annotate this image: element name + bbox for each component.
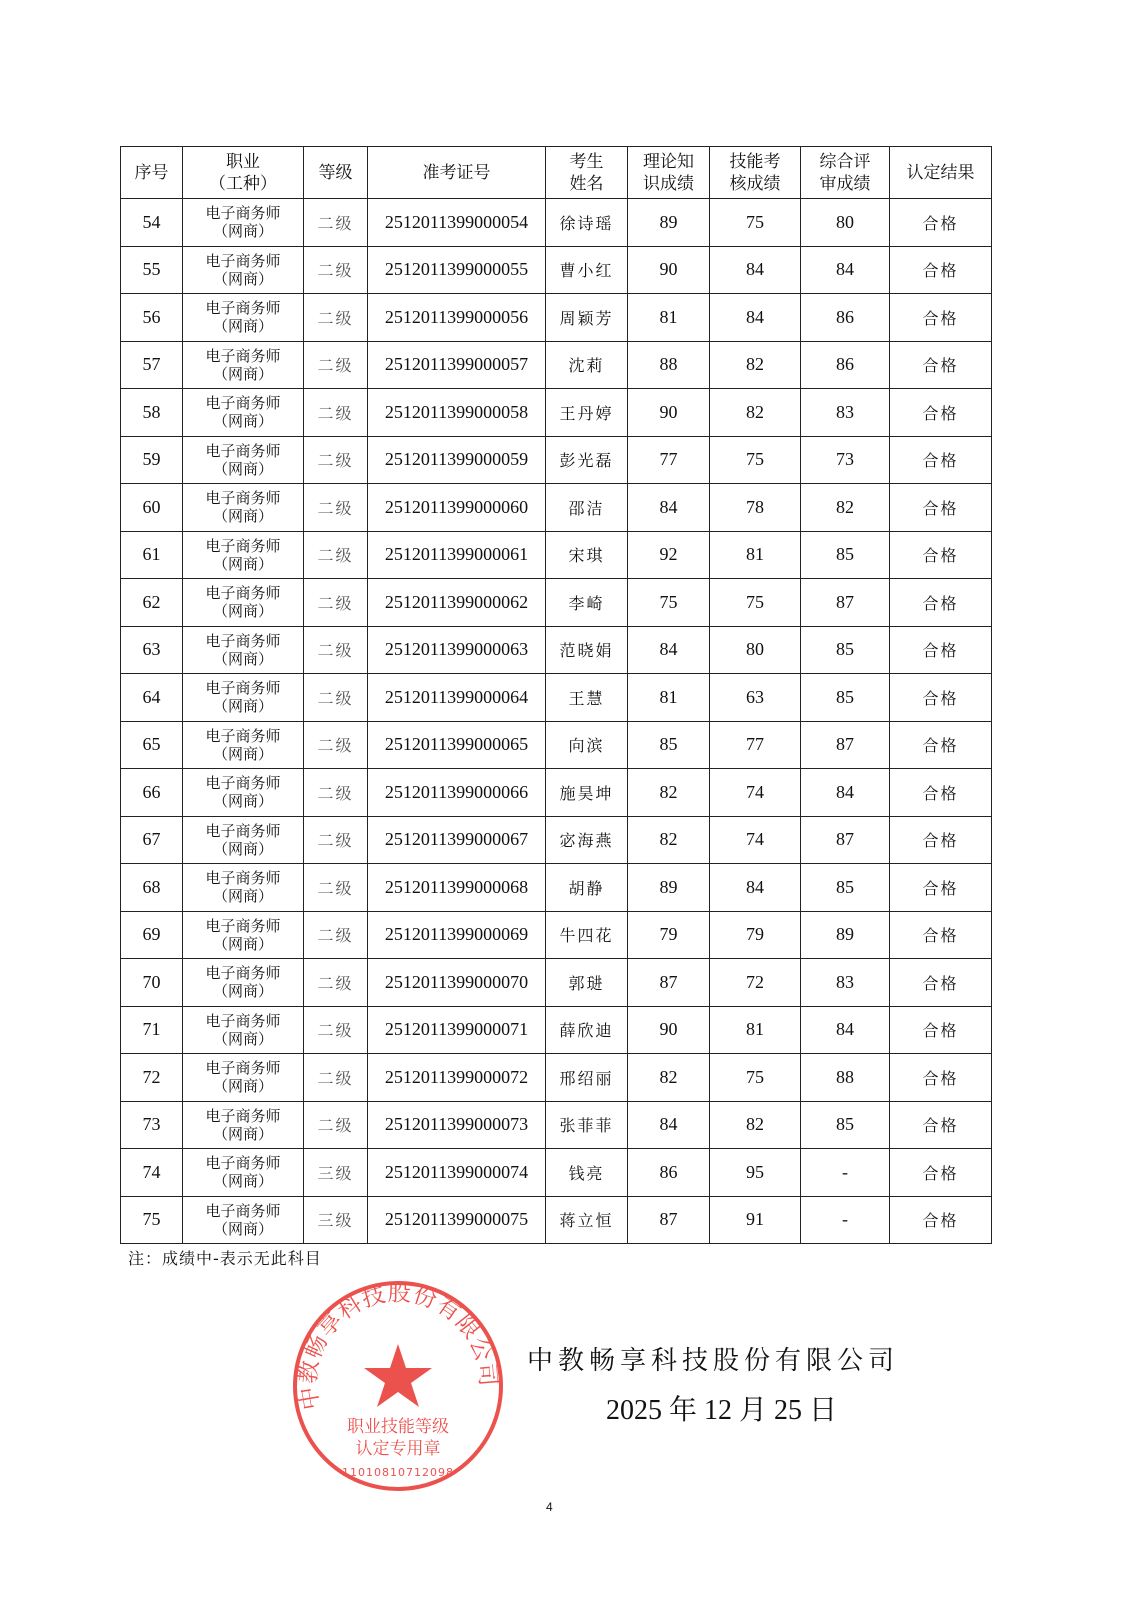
occupation-cell: 电子商务师 （网商） xyxy=(183,674,304,722)
row-number-cell: 67 xyxy=(121,816,183,864)
review-score-cell: 83 xyxy=(801,389,890,437)
page-number: 4 xyxy=(546,1500,553,1514)
theory-score-cell: 90 xyxy=(628,246,710,294)
candidate-name-cell: 向滨 xyxy=(546,721,628,769)
candidate-name-cell: 施昊坤 xyxy=(546,769,628,817)
result-cell: 合格 xyxy=(890,959,992,1007)
result-cell: 合格 xyxy=(890,531,992,579)
review-score-cell: 87 xyxy=(801,721,890,769)
level-cell: 二级 xyxy=(304,674,368,722)
theory-score-cell: 82 xyxy=(628,769,710,817)
occupation-cell: 电子商务师 （网商） xyxy=(183,341,304,389)
occupation-cell: 电子商务师 （网商） xyxy=(183,1054,304,1102)
result-cell: 合格 xyxy=(890,1006,992,1054)
candidate-name-cell: 沈莉 xyxy=(546,341,628,389)
theory-score-cell: 82 xyxy=(628,1054,710,1102)
theory-score-cell: 75 xyxy=(628,579,710,627)
level-cell: 二级 xyxy=(304,1054,368,1102)
table-row xyxy=(121,1101,992,1149)
candidate-name-cell: 薛欣迪 xyxy=(546,1006,628,1054)
exam-id-cell: 2512011399000071 xyxy=(368,1006,546,1054)
table-row xyxy=(121,246,992,294)
issuer-company: 中教畅享科技股份有限公司 xyxy=(527,1346,900,1376)
result-cell: 合格 xyxy=(890,721,992,769)
skill-score-cell: 95 xyxy=(710,1149,801,1197)
table-row xyxy=(121,1196,992,1244)
result-cell: 合格 xyxy=(890,674,992,722)
level-cell: 二级 xyxy=(304,959,368,1007)
candidate-name-cell: 李崎 xyxy=(546,579,628,627)
skill-score-cell: 82 xyxy=(710,341,801,389)
row-number-cell: 72 xyxy=(121,1054,183,1102)
skill-score-cell: 81 xyxy=(710,531,801,579)
review-score-cell: 83 xyxy=(801,959,890,1007)
theory-score-cell: 92 xyxy=(628,531,710,579)
review-score-cell: 80 xyxy=(801,199,890,247)
level-cell: 二级 xyxy=(304,484,368,532)
column-header: 序号 xyxy=(121,147,183,199)
result-cell: 合格 xyxy=(890,246,992,294)
candidate-name-cell: 牛四花 xyxy=(546,911,628,959)
skill-score-cell: 63 xyxy=(710,674,801,722)
review-score-cell: - xyxy=(801,1149,890,1197)
review-score-cell: 88 xyxy=(801,1054,890,1102)
row-number-cell: 75 xyxy=(121,1196,183,1244)
column-header: 理论知 识成绩 xyxy=(628,147,710,199)
skill-score-cell: 82 xyxy=(710,1101,801,1149)
row-number-cell: 64 xyxy=(121,674,183,722)
table-row xyxy=(121,389,992,437)
review-score-cell: 85 xyxy=(801,864,890,912)
level-cell: 三级 xyxy=(304,1196,368,1244)
row-number-cell: 54 xyxy=(121,199,183,247)
star-icon xyxy=(364,1344,432,1407)
occupation-cell: 电子商务师 （网商） xyxy=(183,721,304,769)
skill-score-cell: 78 xyxy=(710,484,801,532)
review-score-cell: 87 xyxy=(801,579,890,627)
skill-score-cell: 74 xyxy=(710,816,801,864)
skill-score-cell: 82 xyxy=(710,389,801,437)
skill-score-cell: 91 xyxy=(710,1196,801,1244)
result-cell: 合格 xyxy=(890,769,992,817)
column-header: 考生 姓名 xyxy=(546,147,628,199)
row-number-cell: 66 xyxy=(121,769,183,817)
level-cell: 二级 xyxy=(304,864,368,912)
level-cell: 二级 xyxy=(304,579,368,627)
result-cell: 合格 xyxy=(890,436,992,484)
level-cell: 二级 xyxy=(304,294,368,342)
issue-date: 2025 年 12 月 25 日 xyxy=(606,1395,838,1426)
review-score-cell: 87 xyxy=(801,816,890,864)
result-cell: 合格 xyxy=(890,1196,992,1244)
candidate-name-cell: 钱亮 xyxy=(546,1149,628,1197)
row-number-cell: 58 xyxy=(121,389,183,437)
row-number-cell: 56 xyxy=(121,294,183,342)
review-score-cell: 85 xyxy=(801,1101,890,1149)
level-cell: 三级 xyxy=(304,1149,368,1197)
theory-score-cell: 84 xyxy=(628,1101,710,1149)
exam-id-cell: 2512011399000074 xyxy=(368,1149,546,1197)
column-header: 等级 xyxy=(304,147,368,199)
theory-score-cell: 81 xyxy=(628,294,710,342)
occupation-cell: 电子商务师 （网商） xyxy=(183,246,304,294)
candidate-name-cell: 周颖芳 xyxy=(546,294,628,342)
table-row xyxy=(121,1149,992,1197)
skill-score-cell: 77 xyxy=(710,721,801,769)
seal-line2: 认定专用章 xyxy=(355,1439,441,1459)
level-cell: 二级 xyxy=(304,721,368,769)
result-cell: 合格 xyxy=(890,911,992,959)
occupation-cell: 电子商务师 （网商） xyxy=(183,626,304,674)
table-row xyxy=(121,579,992,627)
seal-code: 1101081071209​8 xyxy=(342,1466,454,1479)
row-number-cell: 55 xyxy=(121,246,183,294)
occupation-cell: 电子商务师 （网商） xyxy=(183,579,304,627)
skill-score-cell: 75 xyxy=(710,579,801,627)
candidate-name-cell: 蒋立恒 xyxy=(546,1196,628,1244)
theory-score-cell: 90 xyxy=(628,389,710,437)
column-header: 技能考 核成绩 xyxy=(710,147,801,199)
candidate-name-cell: 胡静 xyxy=(546,864,628,912)
level-cell: 二级 xyxy=(304,246,368,294)
row-number-cell: 65 xyxy=(121,721,183,769)
level-cell: 二级 xyxy=(304,911,368,959)
table-row xyxy=(121,626,992,674)
result-cell: 合格 xyxy=(890,389,992,437)
skill-score-cell: 74 xyxy=(710,769,801,817)
column-header: 准考证号 xyxy=(368,147,546,199)
exam-id-cell: 2512011399000069 xyxy=(368,911,546,959)
skill-score-cell: 84 xyxy=(710,294,801,342)
candidate-name-cell: 曹小红 xyxy=(546,246,628,294)
occupation-cell: 电子商务师 （网商） xyxy=(183,1196,304,1244)
exam-id-cell: 2512011399000063 xyxy=(368,626,546,674)
theory-score-cell: 87 xyxy=(628,959,710,1007)
table-row xyxy=(121,959,992,1007)
table-row xyxy=(121,294,992,342)
row-number-cell: 70 xyxy=(121,959,183,1007)
row-number-cell: 69 xyxy=(121,911,183,959)
official-seal xyxy=(290,1278,506,1494)
result-cell: 合格 xyxy=(890,864,992,912)
row-number-cell: 57 xyxy=(121,341,183,389)
result-cell: 合格 xyxy=(890,626,992,674)
skill-score-cell: 80 xyxy=(710,626,801,674)
level-cell: 二级 xyxy=(304,436,368,484)
skill-score-cell: 84 xyxy=(710,246,801,294)
occupation-cell: 电子商务师 （网商） xyxy=(183,864,304,912)
exam-id-cell: 2512011399000065 xyxy=(368,721,546,769)
candidate-name-cell: 邢绍丽 xyxy=(546,1054,628,1102)
row-number-cell: 71 xyxy=(121,1006,183,1054)
exam-id-cell: 2512011399000070 xyxy=(368,959,546,1007)
candidate-name-cell: 王慧 xyxy=(546,674,628,722)
review-score-cell: 85 xyxy=(801,674,890,722)
candidate-name-cell: 王丹婷 xyxy=(546,389,628,437)
occupation-cell: 电子商务师 （网商） xyxy=(183,531,304,579)
exam-id-cell: 2512011399000054 xyxy=(368,199,546,247)
occupation-cell: 电子商务师 （网商） xyxy=(183,389,304,437)
result-cell: 合格 xyxy=(890,1149,992,1197)
review-score-cell: 85 xyxy=(801,626,890,674)
row-number-cell: 62 xyxy=(121,579,183,627)
row-number-cell: 60 xyxy=(121,484,183,532)
occupation-cell: 电子商务师 （网商） xyxy=(183,959,304,1007)
exam-id-cell: 2512011399000066 xyxy=(368,769,546,817)
candidate-name-cell: 徐诗瑶 xyxy=(546,199,628,247)
table-row xyxy=(121,769,992,817)
column-header: 综合评 审成绩 xyxy=(801,147,890,199)
exam-id-cell: 2512011399000061 xyxy=(368,531,546,579)
column-header: 认定结果 xyxy=(890,147,992,199)
theory-score-cell: 77 xyxy=(628,436,710,484)
candidate-name-cell: 郭琎 xyxy=(546,959,628,1007)
theory-score-cell: 89 xyxy=(628,199,710,247)
table-row xyxy=(121,199,992,247)
result-cell: 合格 xyxy=(890,579,992,627)
review-score-cell: 85 xyxy=(801,531,890,579)
table-row xyxy=(121,721,992,769)
exam-id-cell: 2512011399000073 xyxy=(368,1101,546,1149)
table-row xyxy=(121,436,992,484)
occupation-cell: 电子商务师 （网商） xyxy=(183,911,304,959)
row-number-cell: 63 xyxy=(121,626,183,674)
candidate-name-cell: 宋琪 xyxy=(546,531,628,579)
exam-id-cell: 2512011399000055 xyxy=(368,246,546,294)
level-cell: 二级 xyxy=(304,531,368,579)
result-cell: 合格 xyxy=(890,816,992,864)
skill-score-cell: 81 xyxy=(710,1006,801,1054)
table-row xyxy=(121,531,992,579)
candidate-name-cell: 张菲菲 xyxy=(546,1101,628,1149)
level-cell: 二级 xyxy=(304,1006,368,1054)
candidate-name-cell: 宓海燕 xyxy=(546,816,628,864)
theory-score-cell: 85 xyxy=(628,721,710,769)
theory-score-cell: 84 xyxy=(628,484,710,532)
skill-score-cell: 75 xyxy=(710,1054,801,1102)
exam-id-cell: 2512011399000060 xyxy=(368,484,546,532)
review-score-cell: 82 xyxy=(801,484,890,532)
result-cell: 合格 xyxy=(890,199,992,247)
table-row xyxy=(121,911,992,959)
review-score-cell: 86 xyxy=(801,294,890,342)
theory-score-cell: 79 xyxy=(628,911,710,959)
row-number-cell: 59 xyxy=(121,436,183,484)
result-cell: 合格 xyxy=(890,1054,992,1102)
results-table xyxy=(120,146,992,1244)
exam-id-cell: 2512011399000056 xyxy=(368,294,546,342)
occupation-cell: 电子商务师 （网商） xyxy=(183,1006,304,1054)
candidate-name-cell: 邵洁 xyxy=(546,484,628,532)
occupation-cell: 电子商务师 （网商） xyxy=(183,436,304,484)
review-score-cell: 84 xyxy=(801,246,890,294)
theory-score-cell: 89 xyxy=(628,864,710,912)
skill-score-cell: 75 xyxy=(710,436,801,484)
skill-score-cell: 75 xyxy=(710,199,801,247)
result-cell: 合格 xyxy=(890,341,992,389)
table-header-row xyxy=(121,147,992,199)
table-row xyxy=(121,674,992,722)
theory-score-cell: 81 xyxy=(628,674,710,722)
result-cell: 合格 xyxy=(890,484,992,532)
column-header: 职业 （工种） xyxy=(183,147,304,199)
table-row xyxy=(121,341,992,389)
exam-id-cell: 2512011399000058 xyxy=(368,389,546,437)
row-number-cell: 74 xyxy=(121,1149,183,1197)
theory-score-cell: 87 xyxy=(628,1196,710,1244)
row-number-cell: 61 xyxy=(121,531,183,579)
level-cell: 二级 xyxy=(304,341,368,389)
theory-score-cell: 86 xyxy=(628,1149,710,1197)
level-cell: 二级 xyxy=(304,769,368,817)
exam-id-cell: 2512011399000057 xyxy=(368,341,546,389)
table-row xyxy=(121,1006,992,1054)
table-row xyxy=(121,1054,992,1102)
theory-score-cell: 82 xyxy=(628,816,710,864)
review-score-cell: 89 xyxy=(801,911,890,959)
row-number-cell: 68 xyxy=(121,864,183,912)
candidate-name-cell: 彭光磊 xyxy=(546,436,628,484)
review-score-cell: 73 xyxy=(801,436,890,484)
level-cell: 二级 xyxy=(304,1101,368,1149)
occupation-cell: 电子商务师 （网商） xyxy=(183,199,304,247)
exam-id-cell: 2512011399000059 xyxy=(368,436,546,484)
seal-line1: 职业技能等级 xyxy=(347,1417,449,1437)
candidate-name-cell: 范晓娟 xyxy=(546,626,628,674)
table-row xyxy=(121,864,992,912)
review-score-cell: - xyxy=(801,1196,890,1244)
exam-id-cell: 2512011399000062 xyxy=(368,579,546,627)
exam-id-cell: 2512011399000072 xyxy=(368,1054,546,1102)
theory-score-cell: 88 xyxy=(628,341,710,389)
review-score-cell: 84 xyxy=(801,1006,890,1054)
row-number-cell: 73 xyxy=(121,1101,183,1149)
table-row xyxy=(121,816,992,864)
theory-score-cell: 84 xyxy=(628,626,710,674)
skill-score-cell: 84 xyxy=(710,864,801,912)
occupation-cell: 电子商务师 （网商） xyxy=(183,294,304,342)
occupation-cell: 电子商务师 （网商） xyxy=(183,816,304,864)
skill-score-cell: 72 xyxy=(710,959,801,1007)
theory-score-cell: 90 xyxy=(628,1006,710,1054)
level-cell: 二级 xyxy=(304,626,368,674)
exam-id-cell: 2512011399000068 xyxy=(368,864,546,912)
review-score-cell: 86 xyxy=(801,341,890,389)
occupation-cell: 电子商务师 （网商） xyxy=(183,484,304,532)
skill-score-cell: 79 xyxy=(710,911,801,959)
table-row xyxy=(121,484,992,532)
exam-id-cell: 2512011399000075 xyxy=(368,1196,546,1244)
occupation-cell: 电子商务师 （网商） xyxy=(183,1149,304,1197)
seal-ring-text: 中教畅享科技股份有限公司 xyxy=(295,1280,501,1412)
level-cell: 二级 xyxy=(304,199,368,247)
result-cell: 合格 xyxy=(890,1101,992,1149)
exam-id-cell: 2512011399000067 xyxy=(368,816,546,864)
level-cell: 二级 xyxy=(304,389,368,437)
occupation-cell: 电子商务师 （网商） xyxy=(183,769,304,817)
table-note: 注：成绩中-表示无此科目 xyxy=(128,1249,322,1268)
result-cell: 合格 xyxy=(890,294,992,342)
exam-id-cell: 2512011399000064 xyxy=(368,674,546,722)
level-cell: 二级 xyxy=(304,816,368,864)
occupation-cell: 电子商务师 （网商） xyxy=(183,1101,304,1149)
review-score-cell: 84 xyxy=(801,769,890,817)
